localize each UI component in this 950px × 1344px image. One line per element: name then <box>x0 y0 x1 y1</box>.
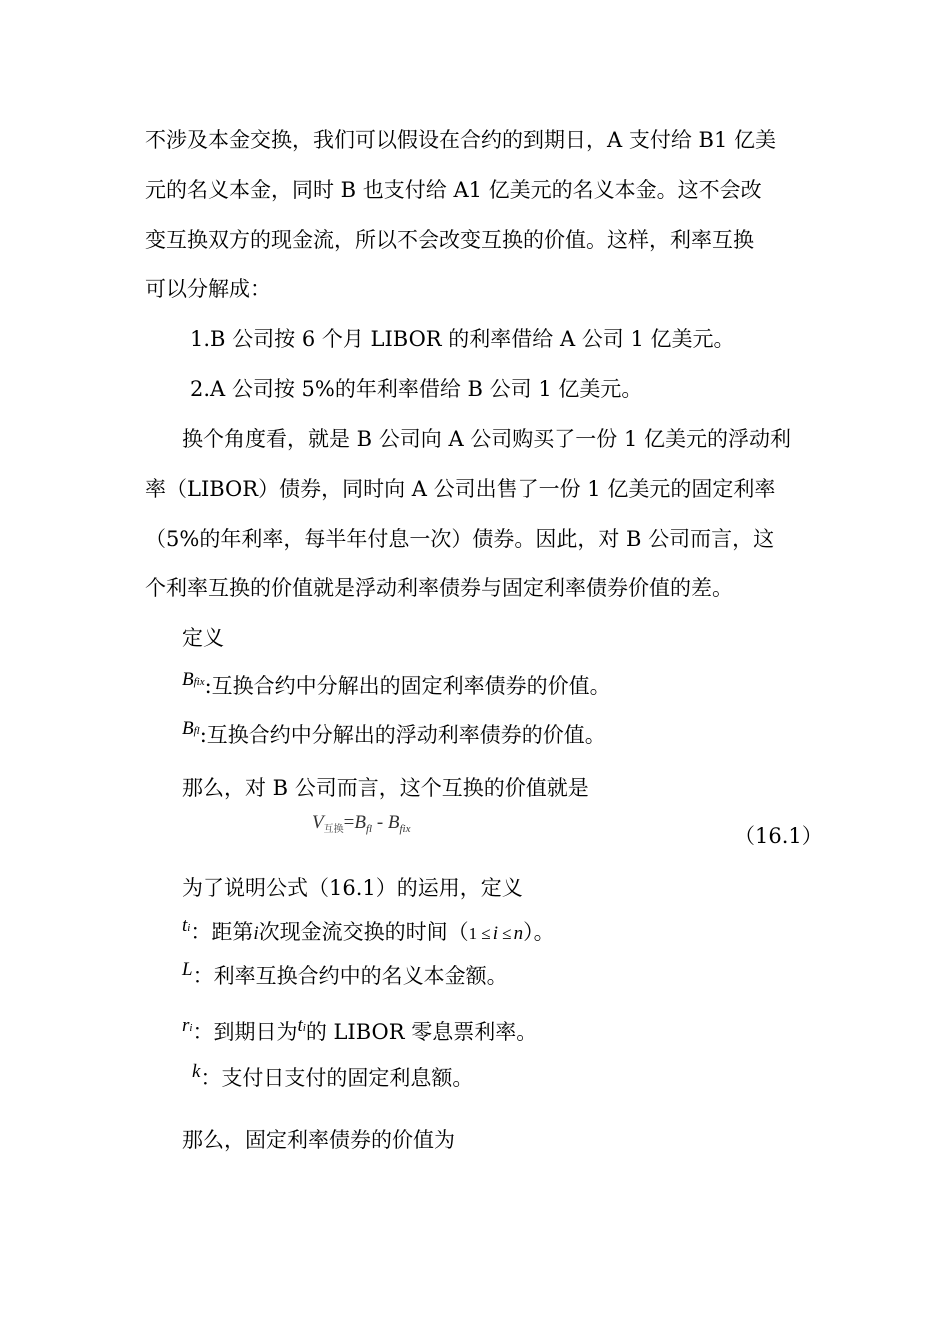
math-symbol: L <box>182 959 193 980</box>
paragraph-line: 率（LIBOR）债券，同时向 A 公司出售了一份 1 亿美元的固定利率 <box>145 477 776 501</box>
math-operator: ≤ <box>477 924 491 943</box>
definition-text: :互换合约中分解出的固定利率债券的价值。 <box>204 674 611 698</box>
math-subscript: fix <box>193 676 205 688</box>
definition-t <box>182 915 555 950</box>
math-symbol: k <box>192 1061 201 1082</box>
math-subscript: i <box>302 1022 306 1034</box>
paragraph-line: （5%的年利率，每半年付息一次）债券。因此，对 B 公司而言，这 <box>145 527 775 551</box>
math-symbol: i <box>492 923 498 944</box>
paragraph-line: 换个角度看，就是 B 公司向 A 公司购买了一份 1 亿美元的浮动利 <box>182 427 792 451</box>
math-subscript: fl <box>365 823 373 835</box>
math-operator: ≤ <box>498 924 512 943</box>
definition-L <box>182 959 508 992</box>
definition-text: ：支付日支付的固定利息额。 <box>200 1066 474 1090</box>
paragraph-line: 为了说明公式（16.1）的运用，定义 <box>182 876 523 900</box>
math-number: 1 <box>468 924 478 943</box>
paragraph-line: 可以分解成： <box>145 277 271 301</box>
definition-text: ：距第 <box>190 920 254 944</box>
equation-number: （16.1） <box>734 824 823 848</box>
math-subscript: i <box>189 1022 193 1034</box>
math-symbol: n <box>513 923 524 944</box>
definition-text: 次现金流交换的时间（ <box>258 920 469 944</box>
paragraph-line: 那么，固定利率债券的价值为 <box>182 1128 455 1152</box>
definition-text: ）。 <box>523 920 555 944</box>
paragraph-line: 元的名义本金，同时 B 也支付给 A1 亿美元的名义本金。这不会改 <box>145 178 762 202</box>
math-operator: - <box>372 812 388 833</box>
math-symbol: r <box>182 1015 190 1036</box>
paragraph-line: 个利率互换的价值就是浮动利率债券与固定利率债券价值的差。 <box>145 576 733 600</box>
paragraph-line: 那么，对 B 公司而言，这个互换的价值就是 <box>182 776 589 800</box>
definition-bfl <box>182 718 606 753</box>
math-symbol: B <box>387 812 400 833</box>
formula-16-1 <box>312 812 411 834</box>
list-item: 2.A 公司按 5%的年利率借给 B 公司 1 亿美元。 <box>190 377 643 401</box>
list-item: 1.B 公司按 6 个月 LIBOR 的利率借给 A 公司 1 亿美元。 <box>190 327 735 351</box>
definition-text: :互换合约中分解出的浮动利率债券的价值。 <box>199 723 606 747</box>
definition-text: ：利率互换合约中的名义本金额。 <box>192 964 508 988</box>
definition-bfix <box>182 669 611 704</box>
math-symbol: t <box>182 915 188 936</box>
section-heading: 定义 <box>182 626 224 650</box>
math-symbol: V <box>312 812 324 833</box>
math-symbol: i <box>253 923 259 944</box>
definition-k <box>192 1061 474 1094</box>
math-symbol: B <box>182 718 194 739</box>
paragraph-line: 变互换双方的现金流，所以不会改变互换的价值。这样，利率互换 <box>145 228 754 252</box>
math-subscript: 互换 <box>323 824 344 835</box>
math-operator: = <box>343 812 355 833</box>
inequality <box>469 924 523 943</box>
paragraph-line: 不涉及本金交换，我们可以假设在合约的到期日，A 支付给 B1 亿美 <box>145 128 776 152</box>
math-subscript: fix <box>399 823 411 835</box>
math-symbol: t <box>297 1015 303 1036</box>
definition-text: 的 LIBOR 零息票利率。 <box>305 1020 538 1044</box>
definition-text: ：到期日为 <box>192 1020 298 1044</box>
definition-r <box>182 1015 538 1050</box>
math-symbol: B <box>182 669 194 690</box>
math-symbol: B <box>354 812 366 833</box>
math-subscript: i <box>187 922 191 934</box>
math-subscript: fl <box>193 725 200 737</box>
